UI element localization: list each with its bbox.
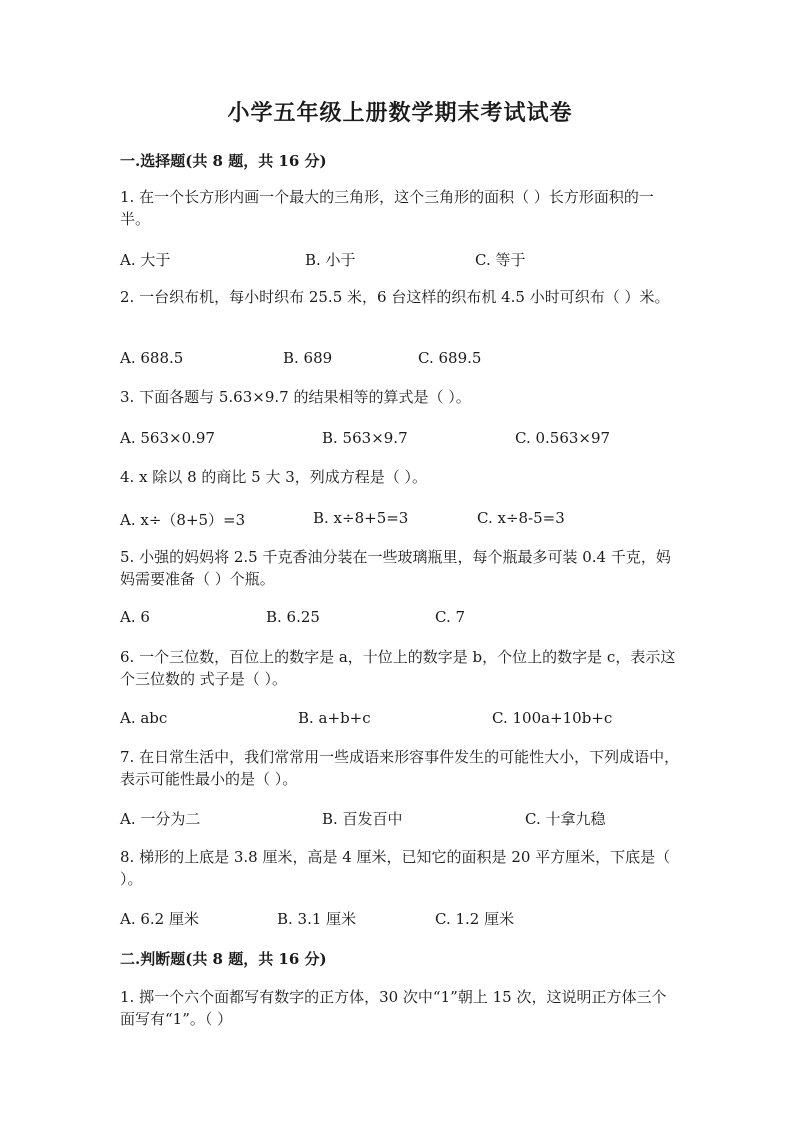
question-3-option-b: B. 563×9.7	[322, 429, 408, 447]
question-4: 4. x 除以 8 的商比 5 大 3，列成方程是（ ）。	[120, 468, 428, 486]
section-heading-choice: 一.选择题(共 8 题，共 16 分)	[120, 152, 327, 170]
question-6: 6. 一个三位数，百位上的数字是 a，十位上的数字是 b，个位上的数字是 c，表示这个三位数的 式子是（ ）。	[120, 648, 676, 688]
question-6-option-a: A. abc	[120, 709, 168, 727]
question-2-option-b: B. 689	[283, 349, 333, 367]
question-6-option-c: C. 100a+10b+c	[492, 709, 613, 727]
question-8-option-a: A. 6.2 厘米	[120, 910, 199, 928]
question-7-option-b: B. 百发百中	[322, 810, 403, 828]
question-5-option-b: B. 6.25	[266, 608, 320, 626]
question-8-option-c: C. 1.2 厘米	[435, 910, 515, 928]
question-8-option-b: B. 3.1 厘米	[277, 910, 357, 928]
question-1-option-a: A. 大于	[120, 251, 171, 269]
judgement-question-1: 1. 掷一个六个面都写有数字的正方体，30 次中“1”朝上 15 次，这说明正方体三个面写有“1”。（ ）	[120, 988, 667, 1028]
question-4-option-b: B. x÷8+5=3	[313, 509, 409, 527]
question-1-option-c: C. 等于	[475, 251, 526, 269]
question-3: 3. 下面各题与 5.63×9.7 的结果相等的算式是（ ）。	[120, 388, 471, 406]
question-5: 5. 小强的妈妈将 2.5 千克香油分装在一些玻璃瓶里，每个瓶最多可装 0.4 千克，妈妈需要准备（ ）个瓶。	[120, 548, 671, 588]
section-heading-judgement: 二.判断题(共 8 题，共 16 分)	[120, 950, 327, 968]
question-2-option-a: A. 688.5	[120, 349, 184, 367]
question-4-option-a: A. x÷（8+5）=3	[120, 511, 246, 529]
question-3-option-a: A. 563×0.97	[120, 429, 215, 447]
question-5-option-c: C. 7	[435, 608, 466, 626]
question-5-option-a: A. 6	[120, 608, 150, 626]
page-title: 小学五年级上册数学期末考试试卷	[227, 100, 573, 126]
question-2-option-c: C. 689.5	[418, 349, 482, 367]
question-1: 1. 在一个长方形内画一个最大的三角形，这个三角形的面积（ ）长方形面积的一半。	[120, 188, 654, 228]
question-7: 7. 在日常生活中，我们常常用一些成语来形容事件发生的可能性大小，下列成语中，表示可能性最小的是（ ）。	[120, 748, 680, 788]
question-6-option-b: B. a+b+c	[298, 709, 371, 727]
question-7-option-c: C. 十拿九稳	[525, 810, 606, 828]
question-8: 8. 梯形的上底是 3.8 厘米，高是 4 厘米，已知它的面积是 20 平方厘米，下底是（ ）。	[120, 848, 671, 888]
question-7-option-a: A. 一分为二	[120, 810, 201, 828]
question-3-option-c: C. 0.563×97	[515, 429, 611, 447]
question-2: 2. 一台织布机，每小时织布 25.5 米，6 台这样的织布机 4.5 小时可织布（ ）米。	[120, 288, 670, 306]
question-4-option-c: C. x÷8-5=3	[477, 509, 565, 527]
question-1-option-b: B. 小于	[305, 251, 356, 269]
